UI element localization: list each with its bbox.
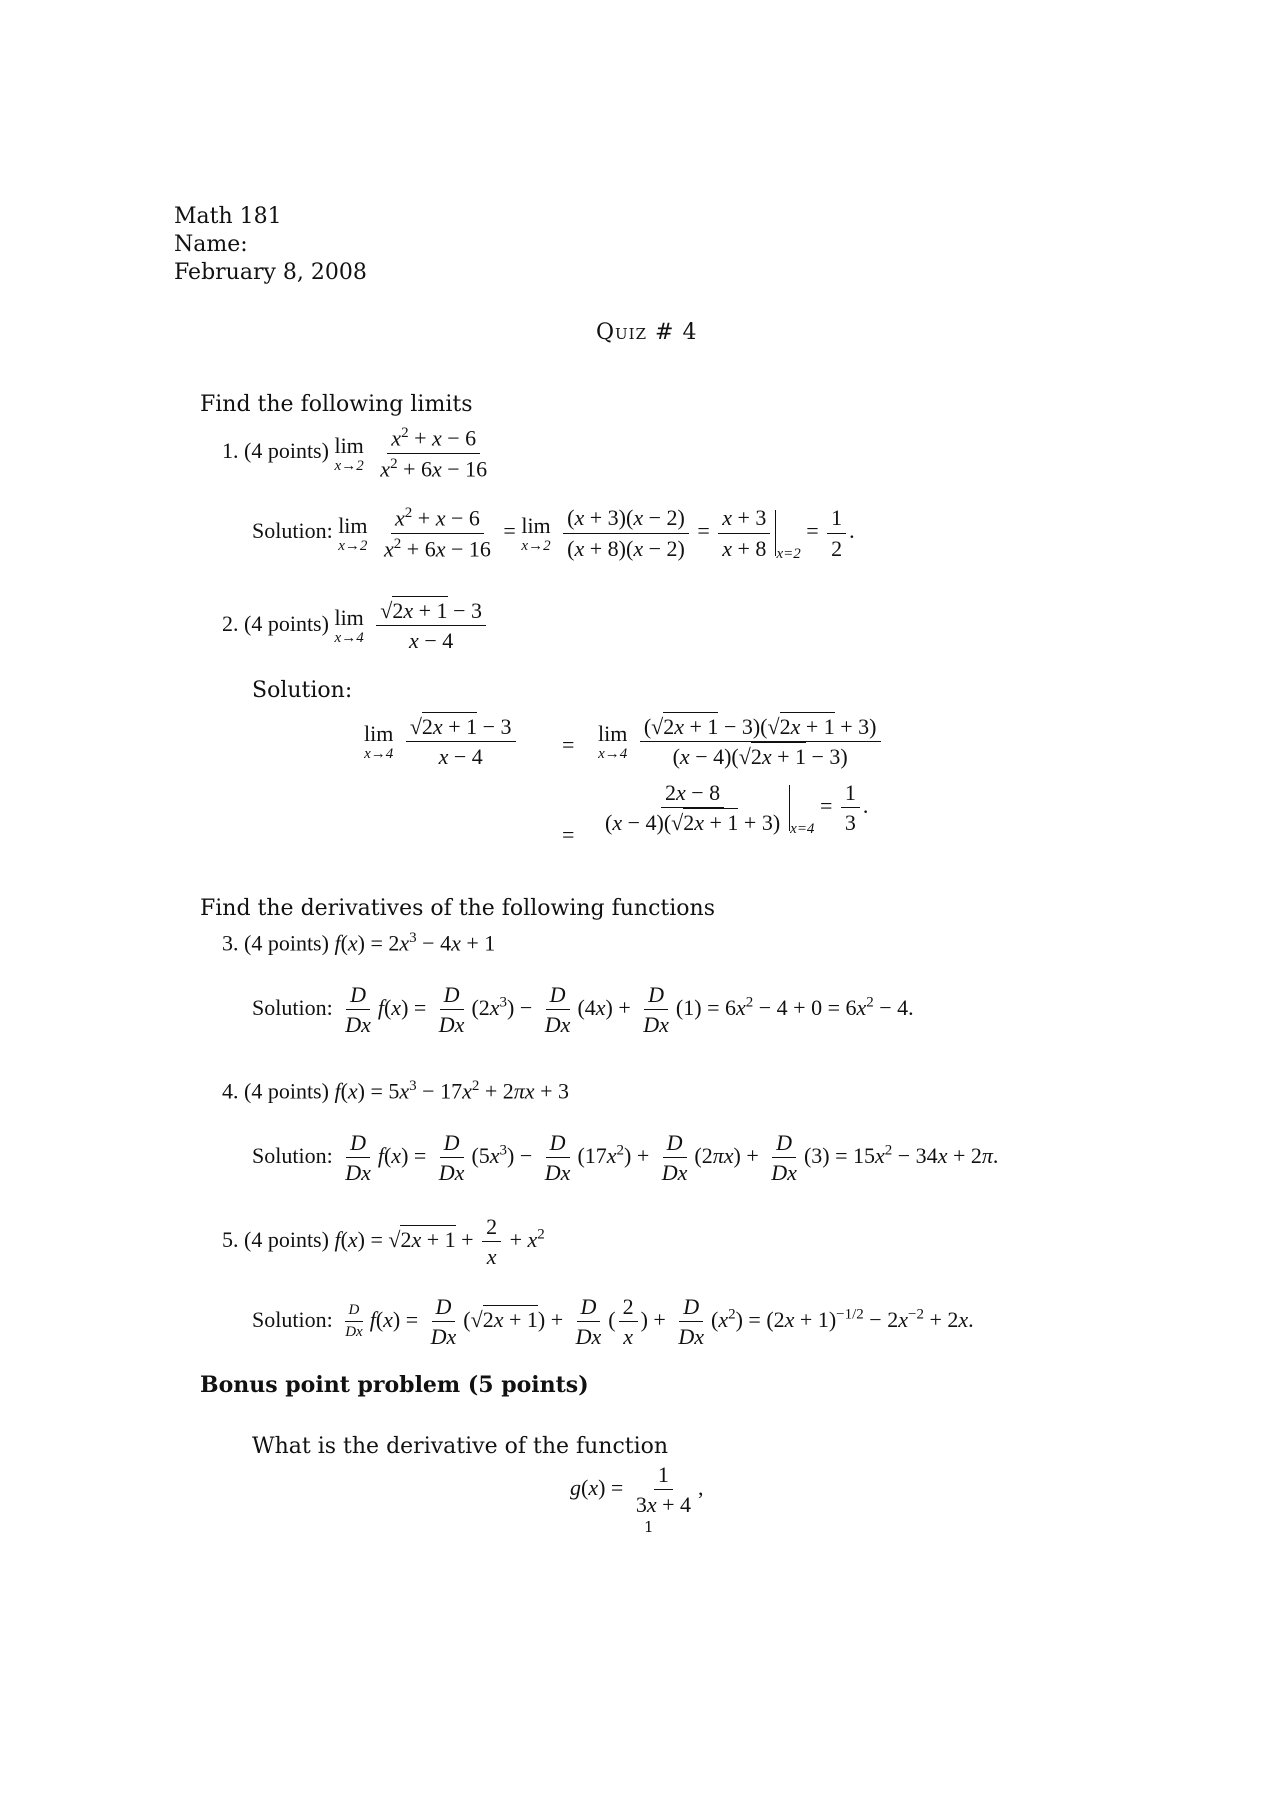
section-heading-limits: Find the following limits: [200, 392, 473, 417]
problem-2-label: 2. (4 points): [222, 610, 329, 636]
bonus-question: What is the derivative of the function: [252, 1434, 669, 1459]
solution-1: Solution: lim x→2 $\frac{x^2 + x - 6}{x^2 + 6x - 16}$ = lim x→2 $\frac{(x + 3)(x - 2)}{(x + 8)(x - 2)}$ = $\frac{x + 3}{x + 8}$ $_{x=2}$ = $\frac{1}{2}$ .: [252, 505, 855, 563]
equals-sign: =: [562, 732, 575, 757]
section-heading-derivatives: Find the derivatives of the following functions: [200, 896, 715, 921]
solution-label: Solution:: [252, 1306, 333, 1332]
problem-4-label: 4. (4 points): [222, 1078, 329, 1104]
problem-5: 5. (4 points) f(x) = √2x + 1 + $\frac{2}{x}$ + $x^2$: [222, 1214, 545, 1270]
solution-label: Solution:: [252, 518, 333, 544]
bonus-heading: Bonus point problem (5 points): [200, 1372, 589, 1398]
solution-2-line-2: $\frac{2x - 8}{(x - 4)(√2x + 1 + 3)}$ $_{x=4}$ = $\frac{1}{3}$ .: [605, 780, 869, 837]
problem-5-label: 5. (4 points): [222, 1226, 329, 1252]
equals-sign: =: [562, 822, 575, 847]
problem-2: 2. (4 points) lim x→4 $\frac{√2x + 1 - 3}{x - 4}$: [222, 598, 489, 654]
problem-1-label: 1. (4 points): [222, 438, 329, 464]
quiz-title: Quiz # 4: [596, 320, 698, 345]
solution-4: Solution: $\frac{D}{Dx}$ f(x) = $\frac{D}{Dx}$ $(5x^3)$ − $\frac{D}{Dx}$ $(17x^2)$ + $\frac{D}{Dx}$ (2πx) + $\frac{D}{Dx}$ $(3) = 15x^2 - 34x + 2\pi$.: [252, 1130, 999, 1186]
problem-3: 3. (4 points) $f(x) = 2x^3 - 4x + 1$: [222, 930, 496, 956]
solution-2-line-1-rhs: lim x→4 $\frac{(√2x + 1 - 3)(√2x + 1 + 3)}{(x - 4)(√2x + 1 - 3)}$: [598, 714, 884, 770]
problem-3-label: 3. (4 points): [222, 930, 329, 956]
date-label: February 8, 2008: [174, 260, 367, 285]
page-number: 1: [644, 1518, 654, 1536]
solution-3: Solution: $\frac{D}{Dx}$ f(x) = $\frac{D}{Dx}$ $(2x^3)$ − $\frac{D}{Dx}$ (4x) + $\frac{D}{Dx}$ $(1) = 6x^2 - 4 + 0 = 6x^2 - 4$.: [252, 982, 914, 1038]
solution-label: Solution:: [252, 994, 333, 1020]
solution-label: Solution:: [252, 1142, 333, 1168]
name-label: Name:: [174, 232, 248, 257]
problem-1: 1. (4 points) lim x→2 $\frac{x^2 + x - 6}{x^2 + 6x - 16}$: [222, 425, 488, 481]
solution-5: Solution: $\frac{D}{Dx}$ f(x) = $\frac{D}{Dx}$ (√2x + 1) + $\frac{D}{Dx}$ ( $\frac{2}{x}$ ) + $\frac{D}{Dx}$ $(x^2) = (2x + 1)^{-1/2} - 2x^{-2} + 2x$.: [252, 1294, 974, 1350]
bonus-function: g(x) = $\frac{1}{3x + 4}$ ,: [570, 1462, 704, 1518]
solution-2-line-1: lim x→4 $\frac{√2x + 1 - 3}{x - 4}$: [364, 714, 519, 770]
solution-2-label: Solution:: [252, 678, 353, 703]
problem-4: 4. (4 points) $f(x) = 5x^3 - 17x^2 + 2\pi x + 3$: [222, 1078, 569, 1104]
course-label: Math 181: [174, 204, 282, 229]
